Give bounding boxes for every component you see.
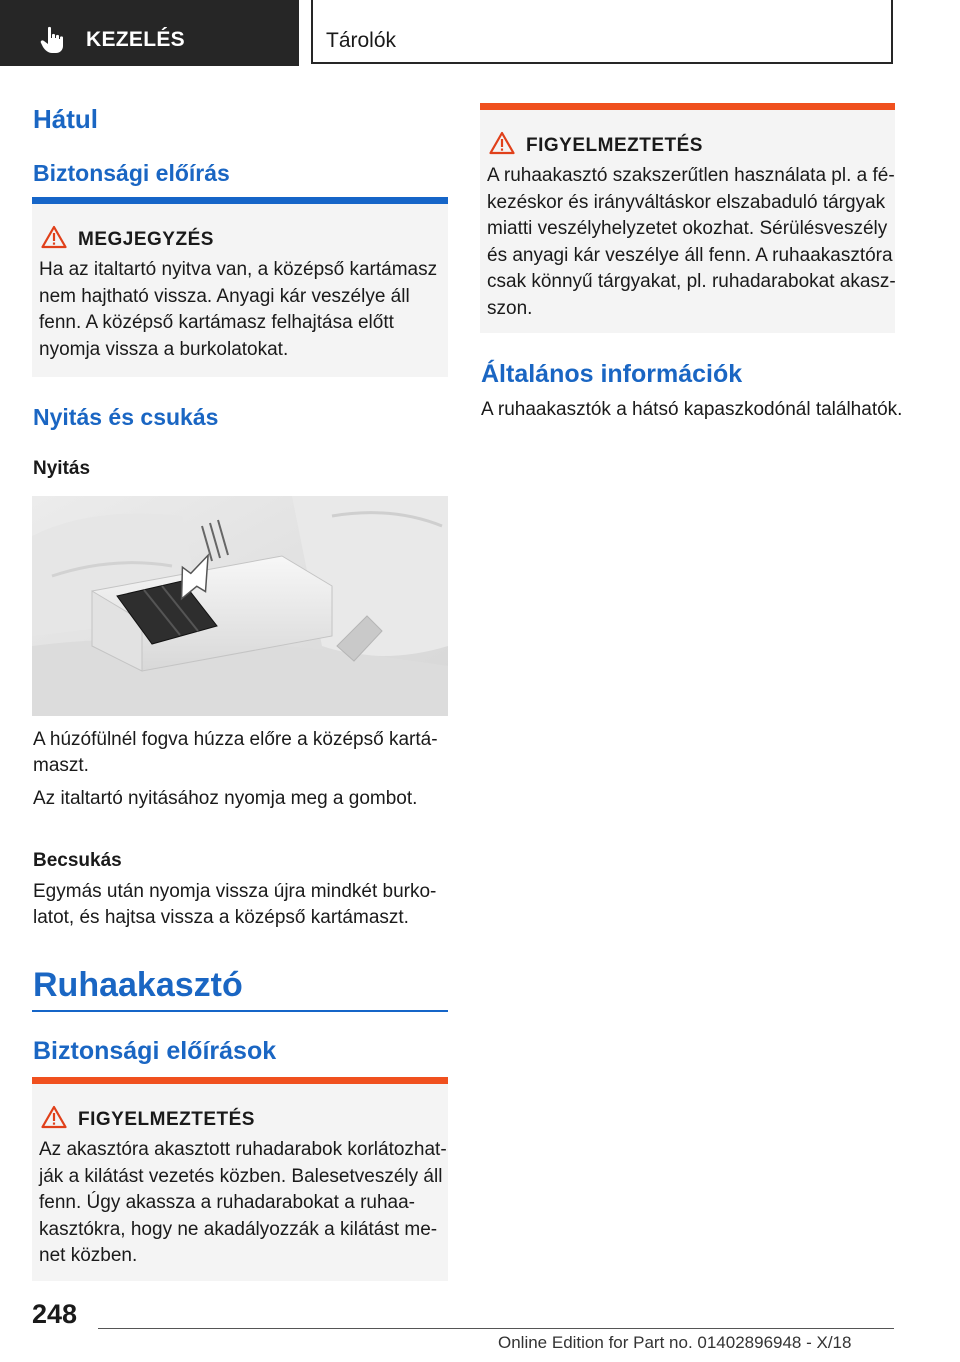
warning-line: és anyagi kár veszélye áll fenn. A ruhaakasztóra xyxy=(487,244,893,266)
warning-line: kezéskor és irányváltáskor elszabaduló tárgyak xyxy=(487,191,886,213)
warning-callout xyxy=(32,1077,448,1281)
heading-safety: Biztonsági előírás xyxy=(33,160,230,186)
note-title: MEGJEGYZÉS xyxy=(78,229,214,250)
warning-bar xyxy=(480,103,895,110)
warning-line: net közben. xyxy=(39,1245,138,1266)
text-line: A húzófülnél fogva húzza előre a középső kartá- xyxy=(33,729,438,750)
warning-line: csak könnyű tárgyakat, pl. ruhadarabokat akasz- xyxy=(487,271,896,292)
heading-safety2: Biztonsági előírások xyxy=(33,1037,277,1065)
note-line: fenn. A középső kartámasz felhajtása előtt xyxy=(39,312,394,333)
page-number: 248 xyxy=(32,1299,78,1329)
note-line: nyomja vissza a burkolatokat. xyxy=(39,338,289,360)
heading-open-close: Nyitás és csukás xyxy=(33,404,219,430)
warning-line: fenn. Úgy akassza a ruhadarabokat a ruhaa- xyxy=(39,1192,416,1213)
warning-triangle-icon xyxy=(489,131,515,155)
paragraph-open2: Az italtartó nyitásához nyomja meg a gombot. xyxy=(33,788,418,809)
heading-hanger: Ruhaakasztó xyxy=(33,966,243,1004)
warning-line: ják a kilátást vezetés közben. Balesetveszély áll xyxy=(39,1165,443,1187)
text-line: Egymás után nyomja vissza újra mindkét burko- xyxy=(33,881,437,902)
note-bar xyxy=(32,197,448,204)
text-line: maszt. xyxy=(33,755,89,776)
warning-body xyxy=(39,1137,451,1270)
warning-line: kasztókra, hogy ne akadályozzák a kilátást me- xyxy=(39,1218,438,1240)
footer-rule xyxy=(98,1328,894,1329)
paragraph-general: A ruhaakasztók a hátsó kapaszkodónál találhatók. xyxy=(481,399,903,420)
warning-triangle-icon xyxy=(41,1105,67,1129)
section-label: KEZELÉS xyxy=(86,28,185,51)
paragraph-close xyxy=(33,879,449,931)
note-line: nem hajtható vissza. Anyagi kár veszélye áll xyxy=(39,285,410,307)
armrest-photo xyxy=(32,496,448,716)
warning-title: FIGYELMEZTETÉS xyxy=(78,1109,255,1130)
paragraph-open xyxy=(33,727,449,779)
armrest-illustration xyxy=(32,496,448,716)
subheading-open: Nyitás xyxy=(33,458,91,479)
heading-rule xyxy=(32,1010,448,1012)
note-callout xyxy=(32,197,448,377)
chapter-label: Tárolók xyxy=(326,29,397,52)
warning-line: miatti veszélyhelyzetet okozhat. Sérülésveszély xyxy=(487,218,888,239)
chapter-box xyxy=(311,0,893,64)
warning-title: FIGYELMEZTETÉS xyxy=(526,135,703,156)
text-line: latot, és hajtsa vissza a középső kartámaszt. xyxy=(33,907,409,928)
warning-body xyxy=(487,163,897,322)
warning-callout xyxy=(480,103,895,333)
heading-hatul: Hátul xyxy=(33,104,98,134)
warning-line: Az akasztóra akasztott ruhadarabok korlátozhat- xyxy=(39,1139,447,1160)
subheading-close: Becsukás xyxy=(33,850,122,871)
heading-general: Általános információk xyxy=(481,360,743,388)
warning-line: szon. xyxy=(487,297,533,319)
note-line: Ha az italtartó nyitva van, a középső kartámasz xyxy=(39,259,438,280)
note-body xyxy=(39,257,449,363)
edition-note: Online Edition for Part no. 01402896948 - X/18 xyxy=(498,1333,852,1352)
hand-pointer-icon xyxy=(40,26,66,54)
warning-bar xyxy=(32,1077,448,1084)
warning-line: A ruhaakasztó szakszerűtlen használata pl. a fé- xyxy=(487,165,895,186)
warning-triangle-icon xyxy=(41,225,67,249)
